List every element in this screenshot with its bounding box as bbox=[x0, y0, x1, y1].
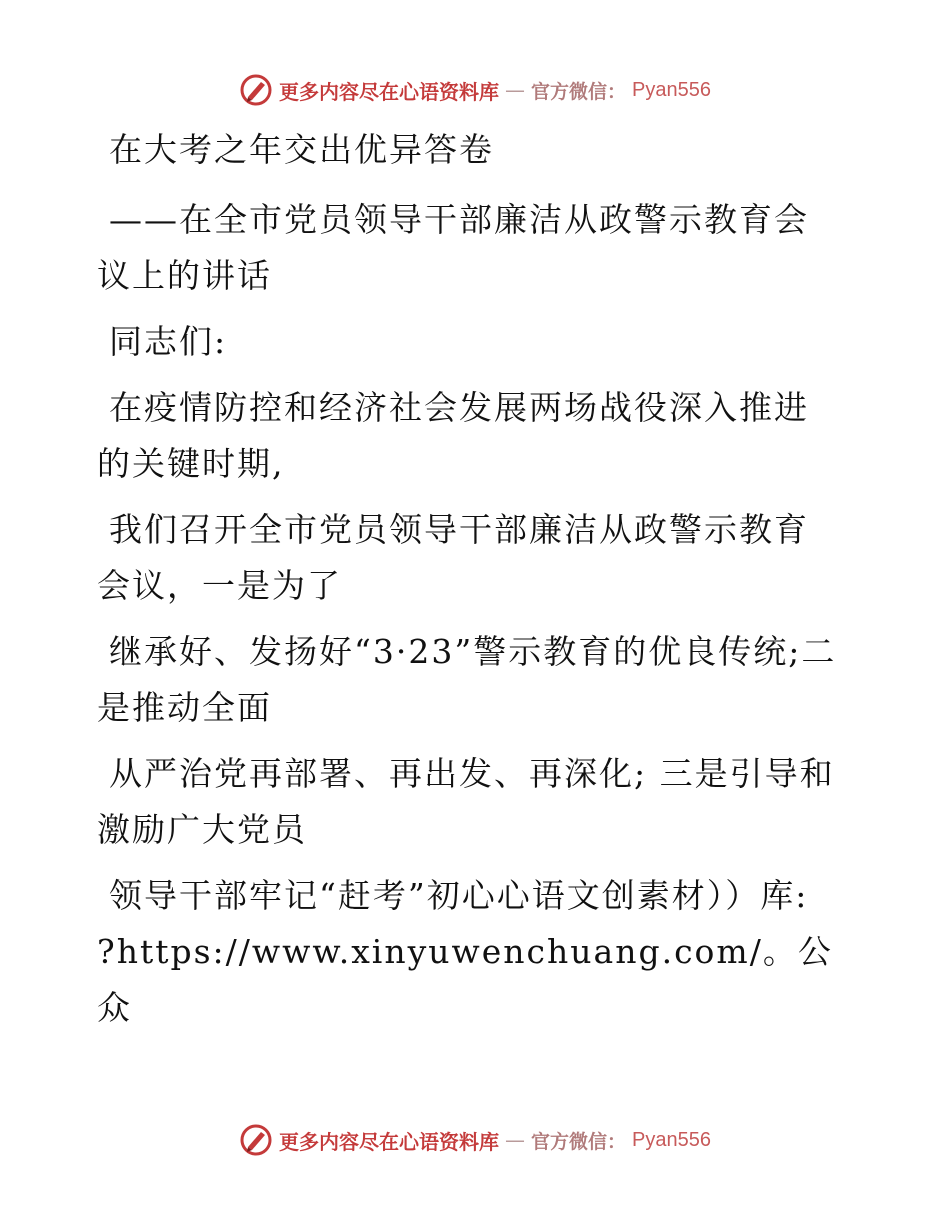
paragraph: 领导干部牢记“赶考”初心心语文创素材））库: ?https://www.xinyuwenchuang.com/。公众 bbox=[97, 876, 833, 1027]
paragraph: 同志们: bbox=[109, 322, 228, 361]
brand-separator: — bbox=[505, 78, 525, 102]
paragraph: 在疫情防控和经济社会发展两场战役深入推进的关键时期, bbox=[97, 388, 809, 483]
paragraph: 从严治党再部署、再出发、再深化; 三是引导和激励广大党员 bbox=[97, 754, 835, 849]
brand-banner bbox=[239, 1123, 711, 1157]
document-title: 在大考之年交出优异答卷 bbox=[109, 130, 494, 169]
official-wechat-label: 官方微信： bbox=[531, 80, 627, 103]
wechat-id: Pyan556 bbox=[632, 78, 711, 101]
brand-banner bbox=[239, 73, 711, 107]
paragraph: 我们召开全市党员领导干部廉洁从政警示教育会议，一是为了 bbox=[97, 510, 809, 605]
page-header bbox=[0, 70, 950, 110]
brand-separator: — bbox=[505, 1128, 525, 1152]
brand-name: 更多内容尽在心语资料库 bbox=[279, 79, 499, 104]
document-subtitle: ——在全市党员领导干部廉洁从政警示教育会议上的讲话 bbox=[97, 200, 809, 295]
official-wechat-label: 官方微信： bbox=[531, 1130, 627, 1153]
brand-name: 更多内容尽在心语资料库 bbox=[279, 1129, 499, 1154]
paragraph: 继承好、发扬好“3·23”警示教育的优良传统;二是推动全面 bbox=[97, 632, 837, 727]
page-footer bbox=[0, 1120, 950, 1160]
wechat-id: Pyan556 bbox=[632, 1128, 711, 1151]
pen-in-circle-icon bbox=[239, 1123, 273, 1157]
document-body bbox=[97, 122, 837, 1046]
pen-in-circle-icon bbox=[239, 73, 273, 107]
